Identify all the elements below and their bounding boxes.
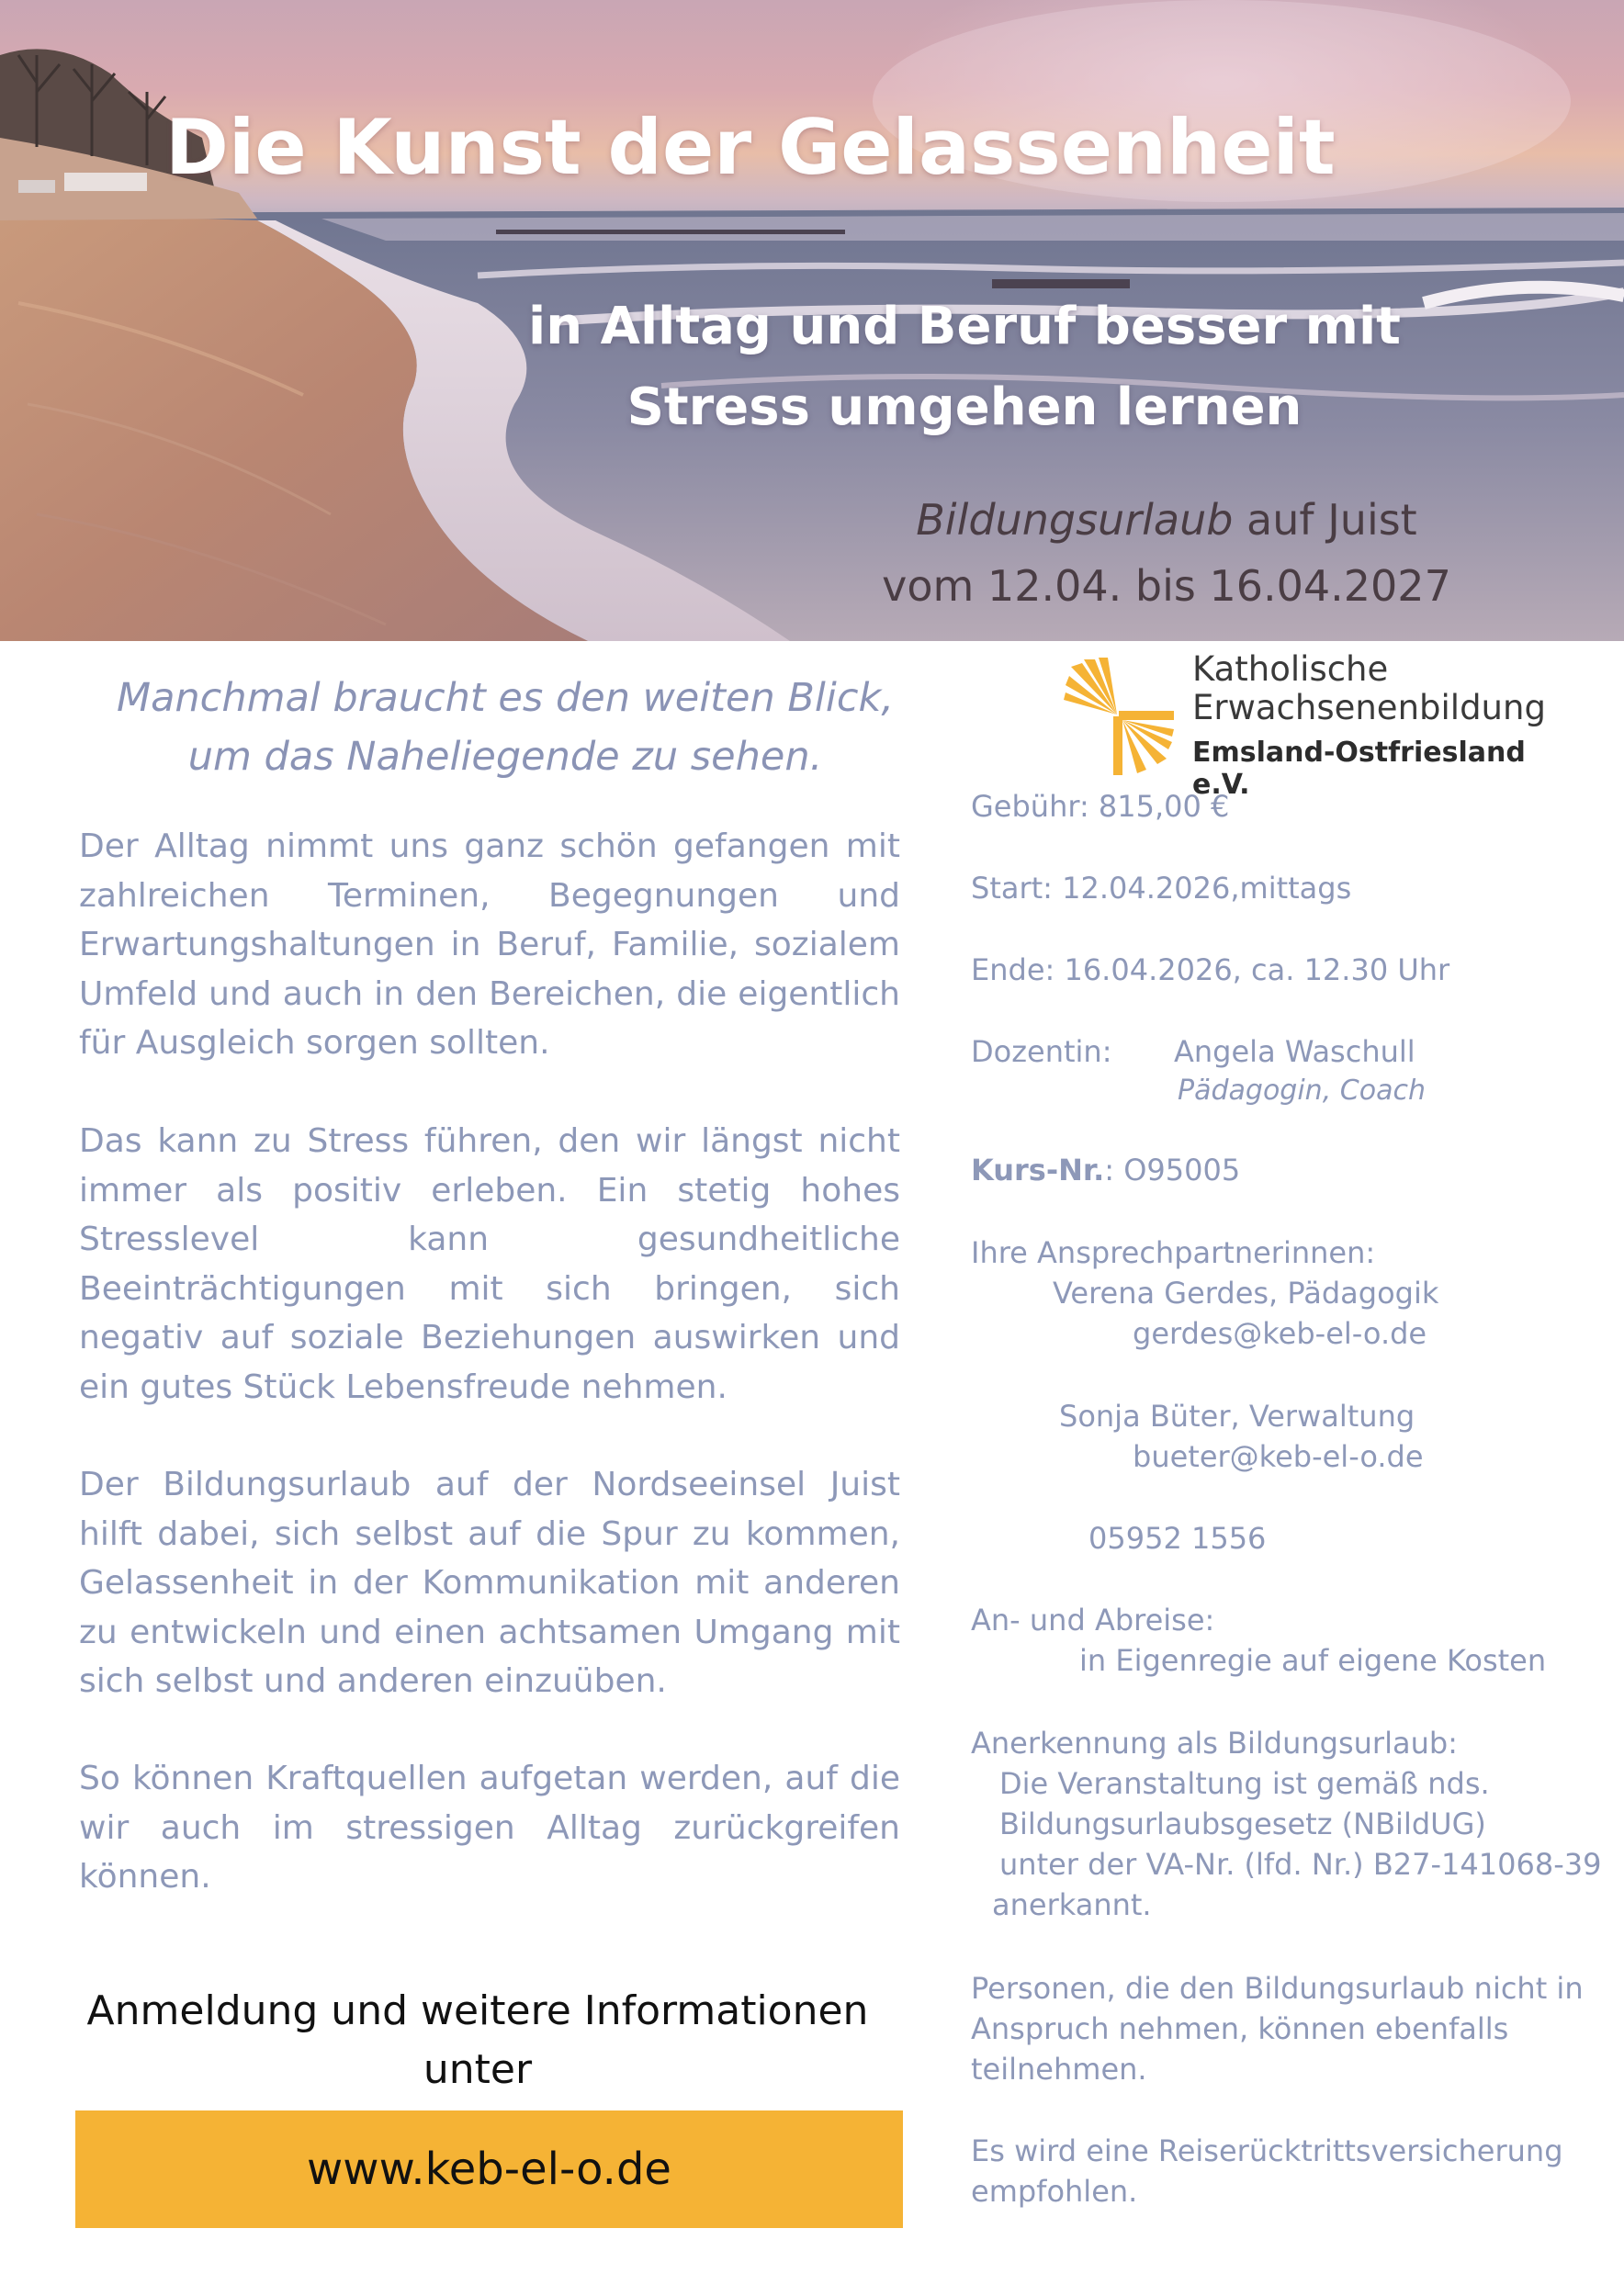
contact-1-name: Verena Gerdes, Pädagogik	[1053, 1276, 1439, 1311]
organization-logo	[1064, 649, 1546, 801]
note-participants	[971, 1968, 1584, 2089]
flyer-subtitle	[478, 287, 1451, 448]
lecturer-label: Dozentin:	[971, 1034, 1112, 1069]
subtitle-line-1: in Alltag und Beruf besser mit	[528, 297, 1401, 356]
contact-2-email[interactable]: bueter@keb-el-o.de	[1133, 1439, 1424, 1474]
fee: Gebühr: 815,00 €	[971, 789, 1230, 824]
note-2-line-1: Es wird eine Reiserücktrittsversicherung	[971, 2133, 1563, 2168]
sunburst-logo-icon	[1064, 658, 1174, 775]
recognition-line-4: anerkannt.	[992, 1887, 1152, 1922]
recognition-text	[992, 1763, 1602, 1925]
contact-2-name: Sonja Büter, Verwaltung	[1059, 1399, 1415, 1434]
lecturer-role: Pädagogin, Coach	[1178, 1075, 1426, 1107]
note-1-line-3: teilnehmen.	[971, 2052, 1147, 2087]
flyer-title: Die Kunst der Gelassenheit	[165, 103, 1336, 192]
note-1-line-2: Anspruch nehmen, können ebenfalls	[971, 2011, 1509, 2046]
registration-line-2: unter	[423, 2046, 533, 2093]
course-value: : O95005	[1104, 1153, 1241, 1187]
contact-1-email[interactable]: gerdes@keb-el-o.de	[1133, 1316, 1427, 1351]
course-label: Kurs-Nr.	[971, 1153, 1105, 1187]
lecturer-name: Angela Waschull	[1174, 1034, 1415, 1069]
body-paragraph: Das kann zu Stress führen, den wir längst nicht immer als positiv erleben. Ein stetig hohes Stresslevel kann gesundheitliche Beeinträchtigungen mit sich bringen, sich negativ auf soziale Beziehungen auswirken und ein gutes Stück Lebensfreude nehmen.	[79, 1122, 900, 1406]
website-link[interactable]: www.keb-el-o.de	[75, 2110, 903, 2228]
logo-organization: Emsland-Ostfriesland e.V.	[1192, 737, 1526, 801]
event-dates: vom 12.04. bis 16.04.2027	[882, 561, 1451, 611]
body-paragraph: So können Kraftquellen aufgetan werden, auf die wir auch im stressigen Alltag zurückgreifen können.	[79, 1760, 900, 1896]
recognition-line-1: Die Veranstaltung ist gemäß nds.	[999, 1766, 1490, 1801]
logo-name	[1192, 650, 1546, 727]
contacts-label: Ihre Ansprechpartnerinnen:	[971, 1235, 1376, 1270]
logo-line-2: Erwachsenenbildung	[1192, 688, 1546, 727]
quote-line-2: um das Naheliegende zu sehen.	[187, 734, 823, 780]
event-type: Bildungsurlaub	[916, 495, 1234, 545]
recognition-label: Anerkennung als Bildungsurlaub:	[971, 1726, 1458, 1761]
note-2-line-2: empfohlen.	[971, 2174, 1138, 2209]
event-location: auf Juist	[1233, 495, 1417, 545]
logo-line-1: Katholische	[1192, 649, 1389, 689]
travel-text: in Eigenregie auf eigene Kosten	[1079, 1643, 1547, 1678]
body-paragraph: Der Alltag nimmt uns ganz schön gefangen mit zahlreichen Terminen, Begegnungen und Erwartungshaltungen in Beruf, Familie, sozialem Umfeld und auch in den Bereichen, die eigentlich für Ausgleich sorgen sollten.	[79, 827, 900, 1062]
intro-quote	[73, 669, 937, 786]
recognition-line-2: Bildungsurlaubsgesetz (NBildUG)	[999, 1806, 1486, 1841]
registration-text	[73, 1982, 882, 2099]
travel-label: An- und Abreise:	[971, 1603, 1215, 1638]
start-date: Start: 12.04.2026,mittags	[971, 871, 1352, 906]
note-insurance	[971, 2131, 1563, 2212]
subtitle-line-2: Stress umgehen lernen	[626, 377, 1303, 437]
end-date: Ende: 16.04.2026, ca. 12.30 Uhr	[971, 952, 1450, 987]
body-paragraph: Der Bildungsurlaub auf der Nordseeinsel Juist hilft dabei, sich selbst auf die Spur zu kommen, Gelassenheit in der Kommunikation mit anderen zu entwickeln und einen achtsamen Umgang mit sich selbst und anderen einzuüben.	[79, 1466, 900, 1700]
quote-line-1: Manchmal braucht es den weiten Blick,	[116, 675, 895, 721]
hero-image	[0, 0, 1624, 641]
recognition-line-3: unter der VA-Nr. (lfd. Nr.) B27-141068-39	[999, 1847, 1602, 1882]
course-number	[971, 1150, 1240, 1190]
event-meta	[808, 487, 1525, 619]
registration-line-1: Anmeldung und weitere Informationen	[86, 1987, 869, 2034]
phone-number[interactable]: 05952 1556	[1088, 1521, 1267, 1556]
note-1-line-1: Personen, die den Bildungsurlaub nicht in	[971, 1971, 1584, 2006]
